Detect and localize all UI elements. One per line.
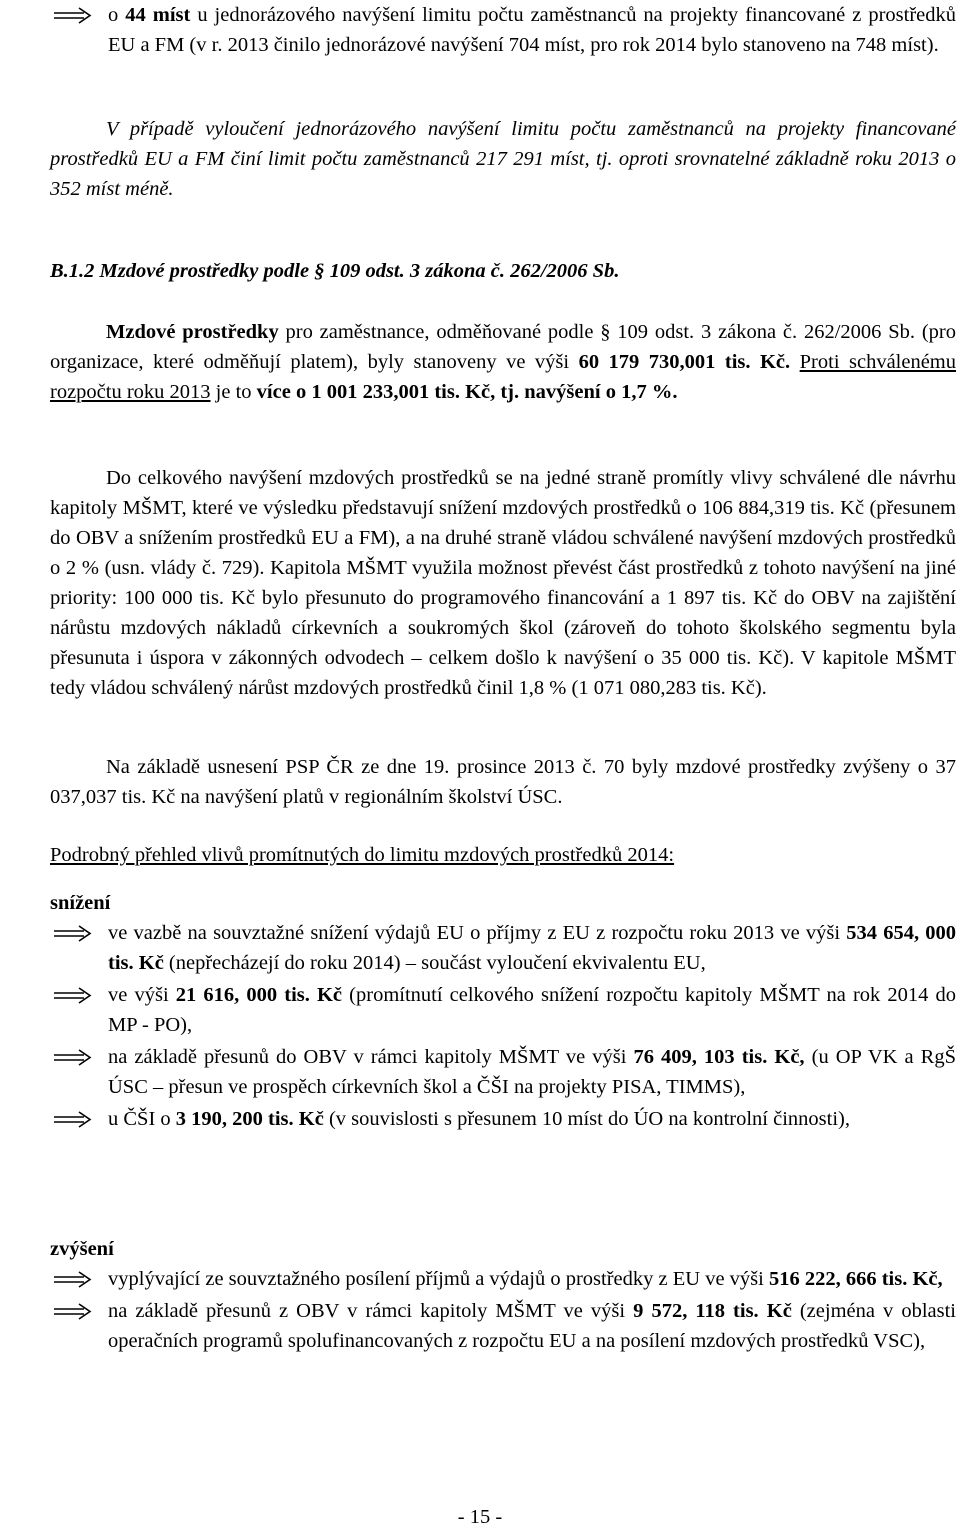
summary-paragraph: Mzdové prostředky pro zaměstnance, odměňované podle § 109 odst. 3 zákona č. 262/2006 Sb. (pro organizace, které odměňují platem), byly stanoveny ve výši 60 179 730,001 tis. Kč. Proti schválenému rozpočtu roku 2013 je to více o 1 001 233,001 tis. Kč, tj. navýšení o 1,7 %. xyxy=(50,321,957,403)
double-arrow-icon xyxy=(52,1296,92,1326)
increase-list-item: vyplývající ze souvztažného posílení příjmů a výdajů o prostředky z EU ve výši 516 222, 666 tis. Kč, xyxy=(50,1264,956,1294)
page-number: - 15 - xyxy=(457,1506,503,1528)
double-arrow-icon xyxy=(52,1042,92,1072)
body-paragraph-2: Na základě usnesení PSP ČR ze dne 19. prosince 2013 č. 70 byly mzdové prostředky zvýšeny o 37 037,037 tis. Kč na navýšení platů v regionálním školství ÚSC. xyxy=(50,756,956,808)
decrease-list-item: ve výši 21 616, 000 tis. Kč (promítnutí celkového snížení rozpočtu kapitoly MŠMT na rok 2014 do MP - PO), xyxy=(50,980,956,1040)
top-list-item xyxy=(50,0,956,60)
double-arrow-icon xyxy=(52,1264,92,1294)
decrease-list-item: u ČŠI o 3 190, 200 tis. Kč (v souvislosti s přesunem 10 míst do ÚO na kontrolní činnosti), xyxy=(50,1104,956,1134)
double-arrow-icon xyxy=(52,980,92,1010)
body-paragraph-1: Do celkového navýšení mzdových prostředků se na jedné straně promítly vlivy schválené dle návrhu kapitoly MŠMT, které ve výsledku představují snížení mzdových prostředků o 106 884,319 tis. Kč (přesunem do OBV a snížením prostředků EU a FM), a na druhé straně vládou schválené navýšení mzdových prostředků o 2 % (usn. vlády č. 729). Kapitola MŠMT využila možnost převést část prostředků z tohoto navýšení na jiné priority: 100 000 tis. Kč bylo přesunuto do programového financování a 1 897 tis. Kč do OBV na zajištění nárůstu mzdových nákladů církevních a soukromých škol (zároveň do tohoto školského segmentu byla přesunuta i úspora v zákonných odvodech – celkem došlo k navýšení o 35 000 tis. Kč). V kapitole MŠMT tedy vládou schválený nárůst mzdových prostředků činil 1,8 % (1 071 080,283 tis. Kč). xyxy=(50,467,956,699)
overview-heading: Podrobný přehled vlivů promítnutých do limitu mzdových prostředků 2014: xyxy=(50,844,675,866)
double-arrow-icon xyxy=(52,0,92,30)
increase-label: zvýšení xyxy=(50,1238,114,1260)
increase-list-item: na základě přesunů z OBV v rámci kapitoly MŠMT ve výši 9 572, 118 tis. Kč (zejména v oblasti operačních programů spolufinancovaných z rozpočtu EU a na posílení mzdových prostředků VSC), xyxy=(50,1296,956,1356)
decrease-list xyxy=(50,918,956,1134)
double-arrow-icon xyxy=(52,1104,92,1134)
top-item-text: o 44 míst u jednorázového navýšení limitu počtu zaměstnanců na projekty financované z prostředků EU a FM (v r. 2013 činilo jednorázové navýšení 704 míst, pro rok 2014 bylo stanoveno na 748 míst). xyxy=(108,4,957,56)
decrease-list-item: na základě přesunů do OBV v rámci kapitoly MŠMT ve výši 76 409, 103 tis. Kč, (u OP VK a RgŠ ÚSC – přesun ve prospěch církevních škol a ČŠI na projekty PISA, TIMMS), xyxy=(50,1042,956,1102)
italic-paragraph: V případě vyloučení jednorázového navýšení limitu počtu zaměstnanců na projekty financované prostředků EU a FM činí limit počtu zaměstnanců 217 291 míst, tj. oproti srovnatelné základně roku 2013 o 352 míst méně. xyxy=(50,118,956,200)
increase-list xyxy=(50,1264,956,1356)
decrease-list-item: ve vazbě na souvztažné snížení výdajů EU o příjmy z EU z rozpočtu roku 2013 ve výši 534 654, 000 tis. Kč (nepřecházejí do roku 2014) – součást vyloučení ekvivalentu EU, xyxy=(50,918,956,978)
section-heading: B.1.2 Mzdové prostředky podle § 109 odst. 3 zákona č. 262/2006 Sb. xyxy=(50,260,620,282)
decrease-label: snížení xyxy=(50,892,111,914)
double-arrow-icon xyxy=(52,918,92,948)
